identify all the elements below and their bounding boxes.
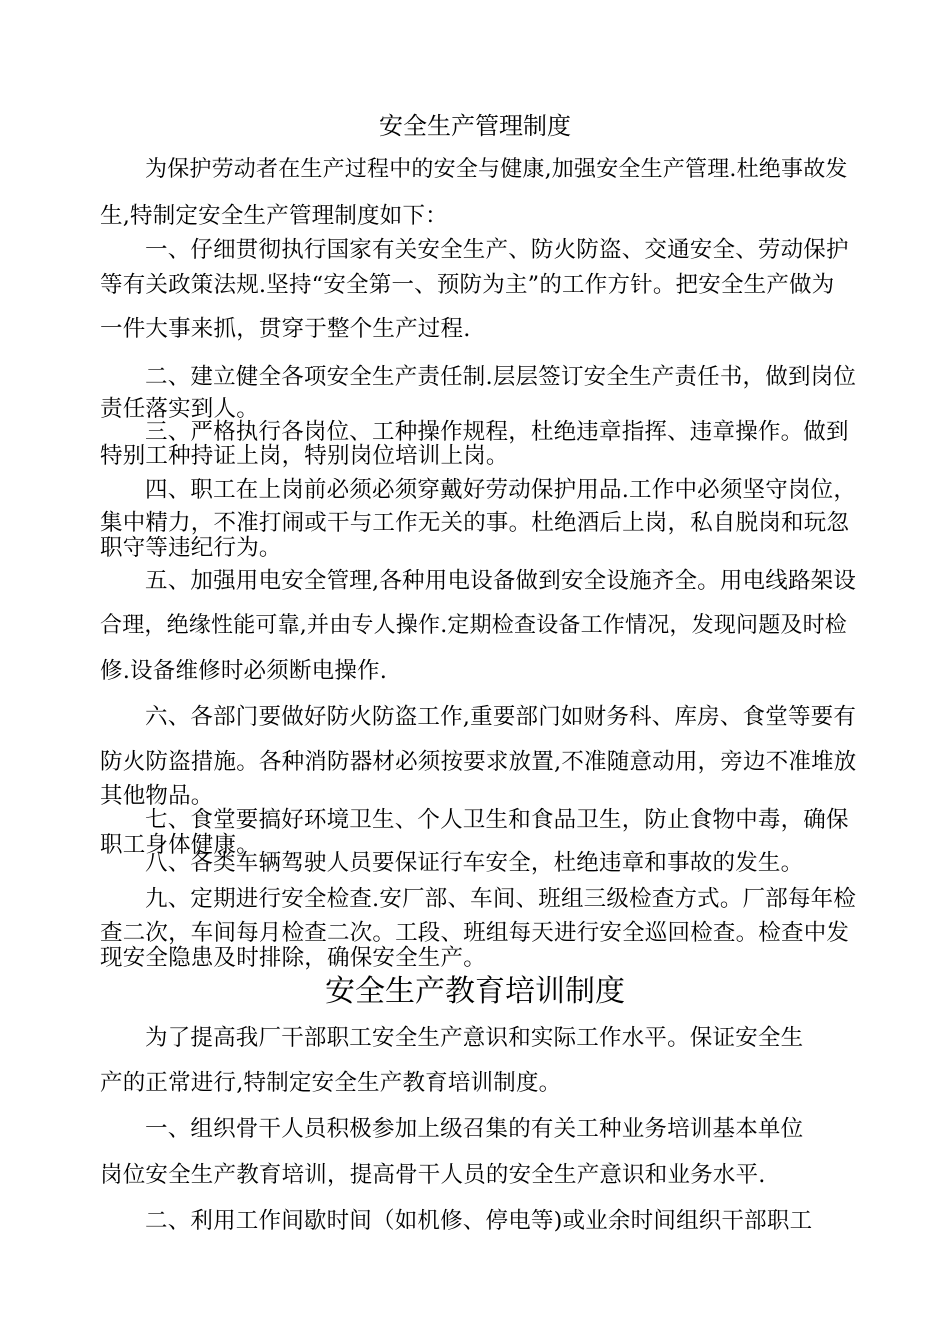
paragraph-line: 修.设备维修时必须断电操作. [100, 658, 388, 684]
paragraph-line: 二、建立健全各项安全生产责任制.层层签订安全生产责任书，做到岗位 [145, 364, 857, 390]
paragraph-line: 一件大事来抓，贯穿于整个生产过程. [100, 316, 471, 342]
paragraph-line: 职工身体健康。 [100, 832, 259, 858]
paragraph-line: 为了提高我厂干部职工安全生产意识和实际工作水平。保证安全生 [145, 1025, 804, 1051]
paragraph-line: 四、职工在上岗前必须必须穿戴好劳动保护用品.工作中必须坚守岗位， [145, 477, 857, 503]
document-title-education-training: 安全生产教育培训制度 [325, 974, 625, 1009]
paragraph-line: 六、各部门要做好防火防盗工作,重要部门如财务科、库房、食堂等要有 [145, 704, 857, 730]
paragraph-line: 防火防盗措施。各种消防器材必须按要求放置,不准随意动用，旁边不准堆放 [100, 749, 857, 775]
paragraph-line: 其他物品。 [100, 783, 214, 809]
document-title-safety-management: 安全生产管理制度 [379, 112, 571, 140]
paragraph-line: 等有关政策法规.坚持“安全第一、预防为主”的工作方针。把安全生产做为 [100, 272, 835, 298]
paragraph-line: 查二次，车间每月检查二次。工段、班组每天进行安全巡回检查。检查中发 [100, 920, 850, 946]
paragraph-line: 职守等违纪行为。 [100, 535, 282, 561]
paragraph-line: 责任落实到人。 [100, 396, 259, 422]
paragraph-line: 三、严格执行各岗位、工种操作规程，杜绝违章指挥、违章操作。做到 [145, 419, 849, 445]
paragraph-line: 七、食堂要搞好环境卫生、个人卫生和食品卫生，防止食物中毒，确保 [145, 807, 849, 833]
paragraph-line: 八、各类车辆驾驶人员要保证行车安全，杜绝违章和事故的发生。 [145, 850, 804, 876]
paragraph-line: 产的正常进行,特制定安全生产教育培训制度。 [100, 1070, 562, 1096]
paragraph-line: 合理，绝缘性能可靠,并由专人操作.定期检查设备工作情况，发现问题及时检 [100, 613, 847, 638]
paragraph-line: 九、定期进行安全检查.安厂部、车间、班组三级检查方式。厂部每年检 [145, 886, 857, 912]
paragraph-line: 为保护劳动者在生产过程中的安全与健康,加强安全生产管理.杜绝事故发 [145, 157, 848, 182]
paragraph-line: 生,特制定安全生产管理制度如下： [100, 203, 448, 229]
paragraph-line: 二、利用工作间歇时间（如机修、停电等)或业余时间组织干部职工 [145, 1208, 813, 1234]
paragraph-line: 五、加强用电安全管理,各种用电设备做到安全设施齐全。用电线路架设 [145, 568, 857, 594]
paragraph-line: 现安全隐患及时排除，确保安全生产。 [100, 945, 486, 971]
paragraph-line: 特别工种持证上岗，特别岗位培训上岗。 [100, 443, 509, 469]
paragraph-line: 岗位安全生产教育培训，提高骨干人员的安全生产意识和业务水平. [100, 1162, 766, 1188]
paragraph-line: 集中精力，不准打闹或干与工作无关的事。杜绝酒后上岗，私自脱岗和玩忽 [100, 510, 850, 536]
paragraph-line: 一、组织骨干人员积极参加上级召集的有关工种业务培训基本单位 [145, 1116, 804, 1142]
paragraph-line: 一、仔细贯彻执行国家有关安全生产、防火防盗、交通安全、劳动保护 [145, 237, 849, 263]
